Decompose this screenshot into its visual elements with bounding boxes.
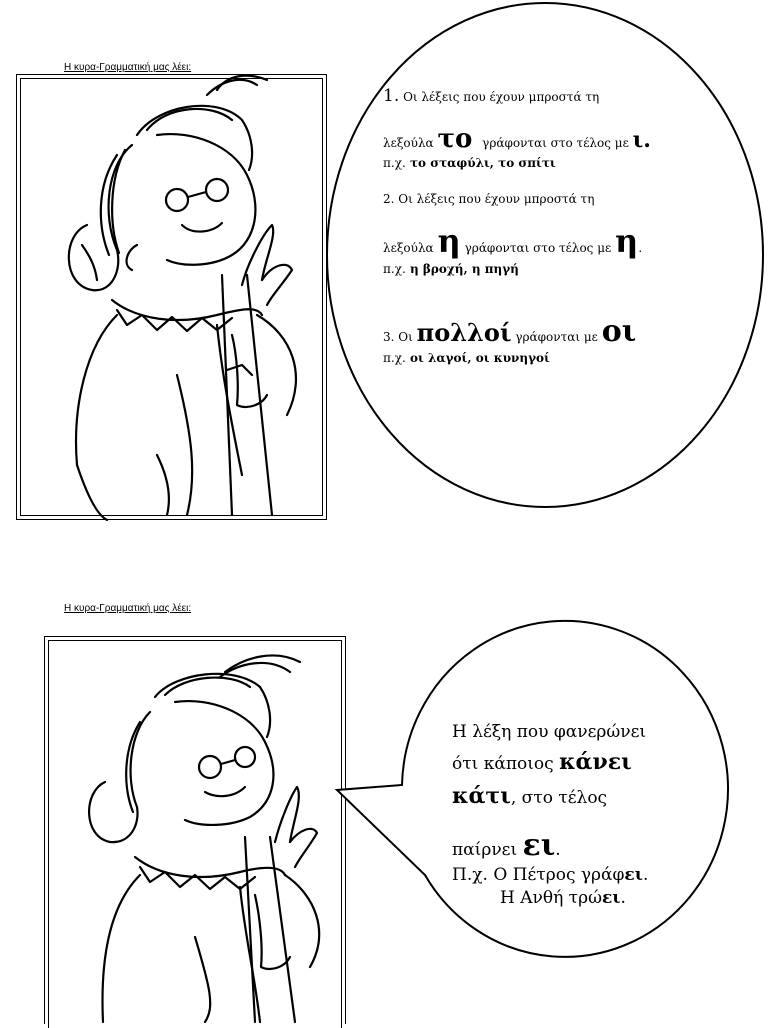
bubble2-ex1-c: . — [642, 864, 649, 885]
rule3-example-prefix: π.χ. — [383, 351, 406, 365]
bubble2-line3-b: , στο τέλος — [510, 788, 608, 809]
rule2-text-a: 2. Οι λέξεις που έχουν μπροστά τη — [383, 192, 595, 206]
rule1-text-a: Οι λέξεις που έχουν μπροστά τη — [403, 90, 600, 104]
rule2-example-prefix: π.χ. — [383, 262, 406, 276]
rule2-text-b: λεξούλα — [383, 241, 434, 255]
rule1-example: το σταφύλι, το σπίτι — [409, 156, 556, 170]
bubble2-line4-a: παίρνει — [452, 839, 518, 860]
rule1-ending: ι. — [632, 127, 651, 153]
bubble2-ex1-b: ει — [624, 864, 643, 885]
bubble2-ex2-c: . — [620, 888, 626, 909]
rule2-article: η — [437, 222, 461, 260]
rule2-dot: . — [638, 241, 643, 255]
rule2-example: η βροχή, η πηγή — [409, 262, 519, 276]
bubble2-line2-a: ότι κάποιος — [452, 754, 554, 775]
rule1-example-prefix: π.χ. — [383, 156, 406, 170]
bubble2-line1: Η λέξη που φανερώνει — [452, 722, 647, 742]
rule3-text-a: 3. Οι — [383, 330, 413, 344]
bubble2-line4-c: . — [555, 839, 561, 860]
rule1-text-b: λεξούλα — [383, 136, 434, 150]
bubble2-ex2-a: Η Ανθή τρώ — [500, 888, 602, 909]
rule1-number: 1. — [383, 86, 400, 106]
rule3-example: οι λαγοί, οι κυνηγοί — [409, 351, 550, 365]
speech-bubble-bottom-text — [452, 719, 682, 911]
bubble2-line3-a: κάτι — [452, 783, 511, 810]
caption-top: Η κυρα-Γραμματική μας λέει: — [64, 62, 192, 73]
rule3-word: πολλοί — [416, 318, 512, 347]
rule1-article: το — [437, 124, 473, 154]
rule2-ending: η — [615, 222, 639, 260]
caption-bottom: Η κυρα-Γραμματική μας λέει: — [64, 603, 192, 614]
rule1-text-c: γράφονται στο τέλος με — [482, 136, 629, 150]
bubble2-line2-b: κάνει — [559, 749, 632, 776]
bubble2-ex1-a: Π.χ. Ο Πέτρος γράφ — [452, 864, 625, 885]
rule3-ending: οι — [601, 314, 637, 349]
rule3-text-b: γράφονται με — [515, 330, 598, 344]
bubble2-line4-b: ει — [522, 827, 556, 863]
bubble2-ex2-b: ει — [601, 888, 621, 909]
rule2-text-c: γράφονται στο τέλος με — [464, 241, 612, 255]
